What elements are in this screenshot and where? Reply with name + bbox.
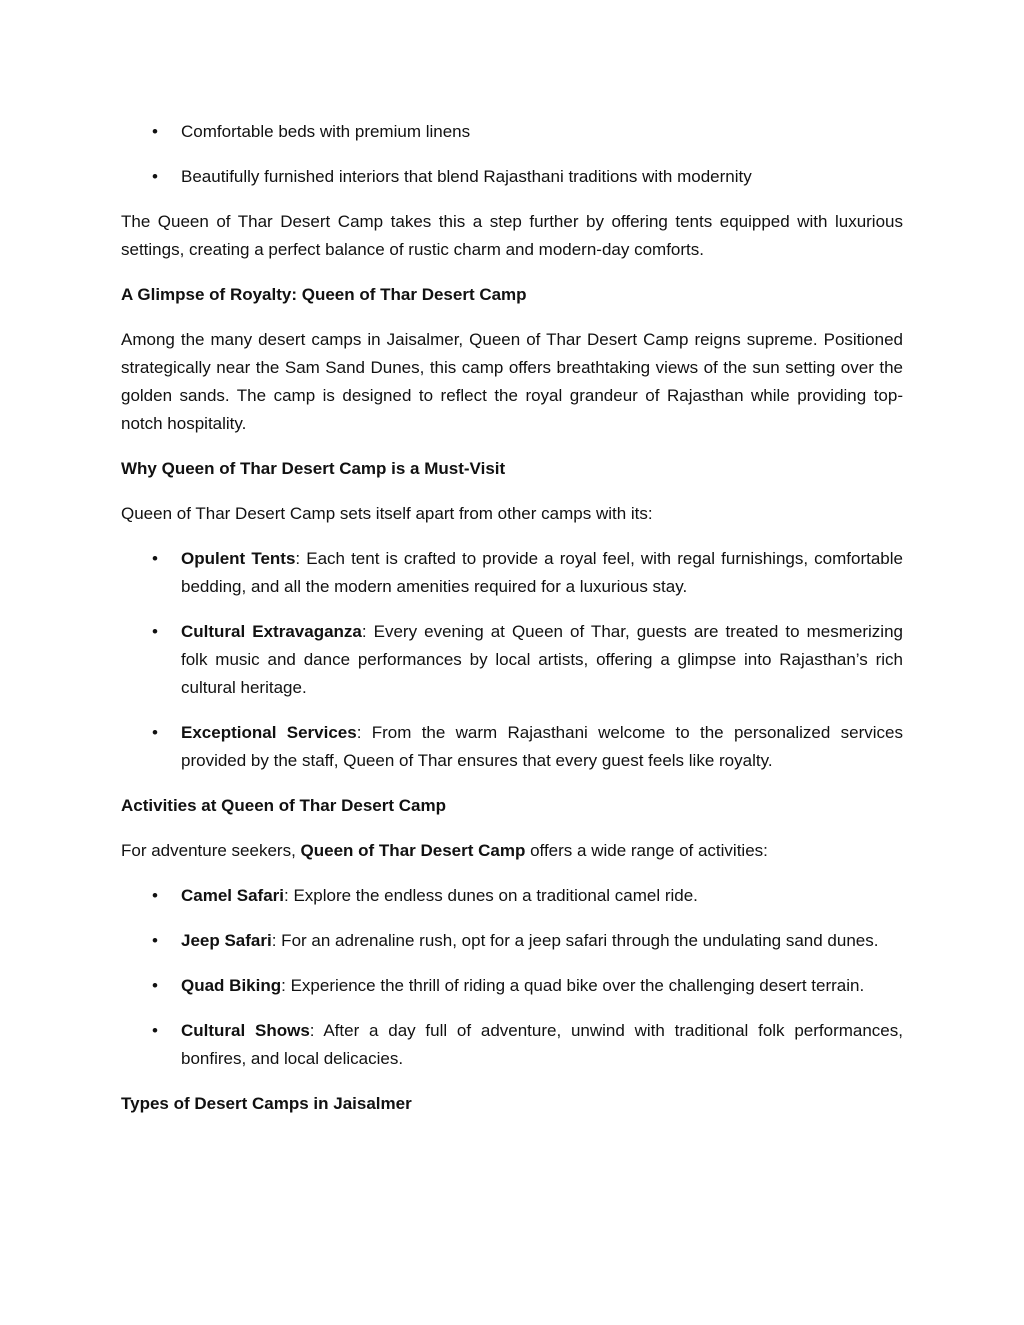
activities-list [121, 882, 903, 1073]
section-heading-why-visit: Why Queen of Thar Desert Camp is a Must-Visit [121, 459, 506, 478]
feature-description: : Each tent is crafted to provide a royal feel, with regal furnishings, comfortable bedding, and all the modern amenities required for a luxurious stay. [181, 549, 903, 596]
list-item [121, 1017, 903, 1073]
list-item [121, 882, 903, 910]
bullet-icon: • [152, 622, 158, 641]
list-item [121, 927, 903, 955]
activity-description: : Experience the thrill of riding a quad bike over the challenging desert terrain. [281, 976, 865, 995]
list-item [121, 118, 903, 146]
activity-description: : For an adrenaline rush, opt for a jeep safari through the undulating sand dunes. [271, 931, 879, 950]
section-heading-types: Types of Desert Camps in Jaisalmer [121, 1094, 412, 1113]
bullet-icon: • [152, 976, 158, 995]
why-visit-paragraph: Queen of Thar Desert Camp sets itself apart from other camps with its: [121, 504, 653, 523]
feature-description: : Every evening at Queen of Thar, guests are treated to mesmerizing folk music and dance performances by local artists, offering a glimpse into Rajasthan’s rich cultural heritage. [181, 622, 903, 697]
feature-term: Exceptional Services [181, 723, 357, 742]
feature-term: Opulent Tents [181, 549, 296, 568]
activity-term: Jeep Safari [181, 931, 272, 950]
list-item-text: Beautifully furnished interiors that blend Rajasthani traditions with modernity [181, 167, 752, 186]
bullet-icon: • [152, 931, 158, 950]
list-item [121, 163, 903, 191]
feature-term: Cultural Extravaganza [181, 622, 362, 641]
list-item [121, 545, 903, 601]
feature-description: : From the warm Rajasthani welcome to the personalized services provided by the staff, Queen of Thar ensures that every guest feels like royalty. [181, 723, 903, 770]
activities-intro [121, 837, 903, 865]
activity-term: Cultural Shows [181, 1021, 310, 1040]
bullet-icon: • [152, 1021, 158, 1040]
bullet-icon: • [152, 886, 158, 905]
list-item-text: Comfortable beds with premium linens [181, 122, 471, 141]
document-page [121, 118, 903, 1135]
activity-description: : After a day full of adventure, unwind with traditional folk performances, bonfires, and local delicacies. [181, 1021, 903, 1068]
bullet-icon: • [152, 122, 158, 141]
bullet-icon: • [152, 723, 158, 742]
activity-term: Quad Biking [181, 976, 282, 995]
section-heading-activities: Activities at Queen of Thar Desert Camp [121, 796, 446, 815]
activities-intro-after: offers a wide range of activities: [525, 841, 768, 860]
royalty-paragraph: Among the many desert camps in Jaisalmer, Queen of Thar Desert Camp reigns supreme. Positioned strategically near the Sam Sand Dunes, this camp offers breathtaking views of the sun setting over the golden sands. The camp is designed to reflect the royal grandeur of Rajasthan while providing top-notch hospitality. [121, 330, 903, 433]
list-item [121, 618, 903, 702]
section-heading-royalty: A Glimpse of Royalty: Queen of Thar Desert Camp [121, 285, 527, 304]
bullet-icon: • [152, 167, 158, 186]
activity-term: Camel Safari [181, 886, 284, 905]
list-item [121, 972, 903, 1000]
features-list [121, 545, 903, 775]
activity-description: : Explore the endless dunes on a traditional camel ride. [284, 886, 698, 905]
intro-paragraph: The Queen of Thar Desert Camp takes this a step further by offering tents equipped with luxurious settings, creating a perfect balance of rustic charm and modern-day comforts. [121, 212, 903, 259]
amenities-list [121, 118, 903, 191]
bullet-icon: • [152, 549, 158, 568]
list-item [121, 719, 903, 775]
activities-intro-camp-name: Queen of Thar Desert Camp [300, 841, 526, 860]
activities-intro-before: For adventure seekers, [121, 841, 301, 860]
